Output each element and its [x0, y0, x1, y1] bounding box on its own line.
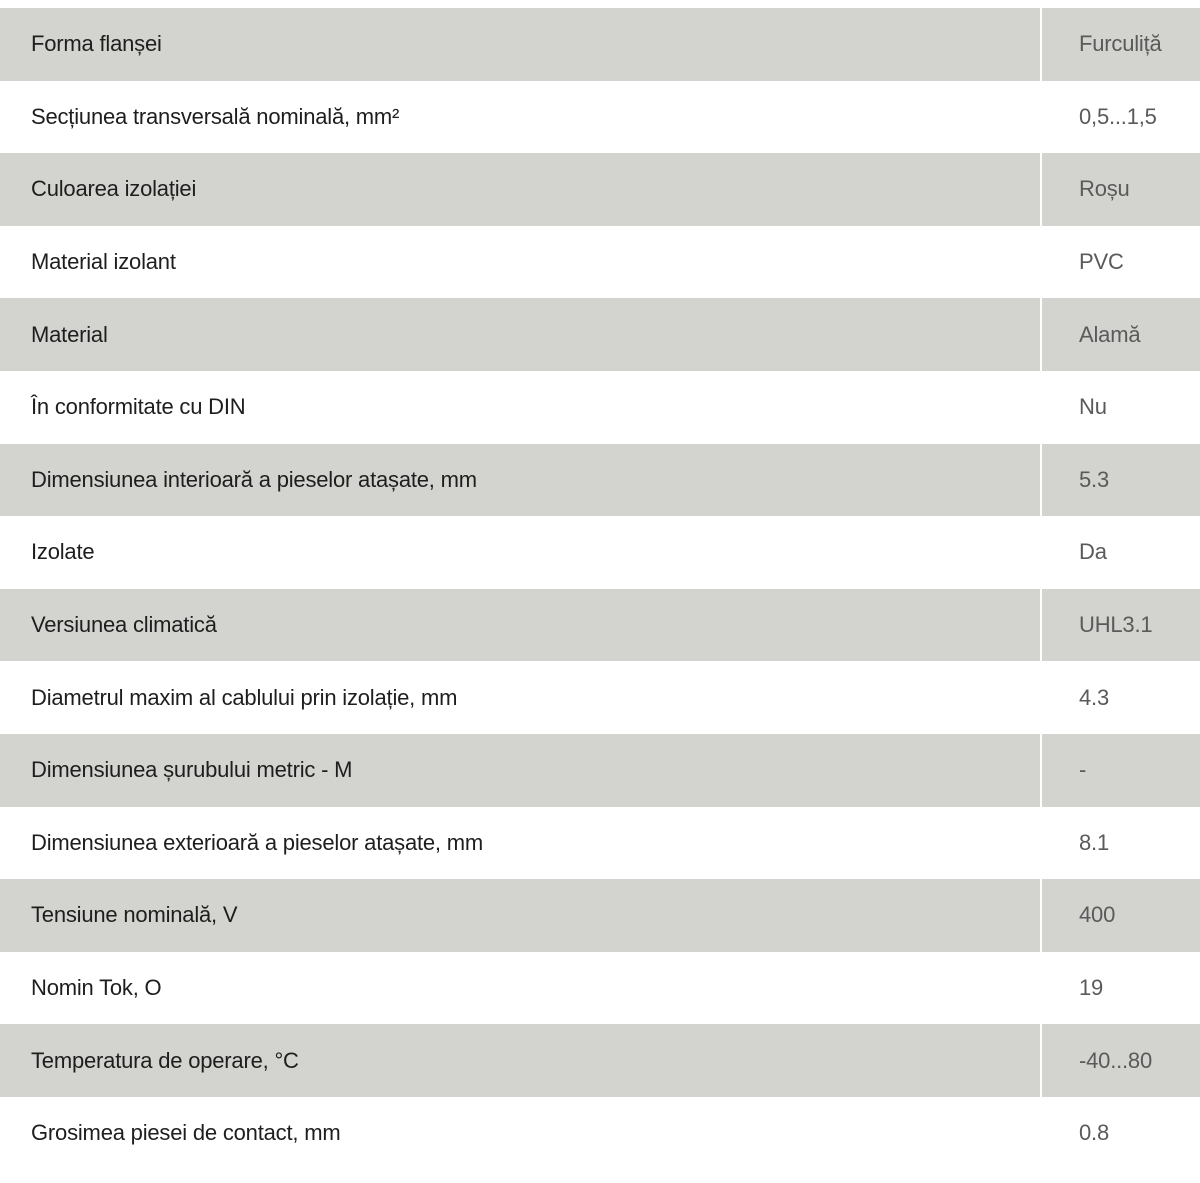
- spec-name: Dimensiunea șurubului metric - M: [0, 734, 1040, 807]
- spec-value: 4.3: [1079, 684, 1109, 710]
- spec-value: Roșu: [1042, 153, 1200, 226]
- spec-name: Forma flanșei: [0, 8, 1040, 81]
- spec-name: Grosimea piesei de contact, mm: [31, 1120, 341, 1146]
- spec-row: [0, 807, 1200, 880]
- spec-value: -: [1042, 734, 1200, 807]
- specifications-table: [0, 8, 1200, 1170]
- spec-row: [0, 444, 1200, 517]
- spec-value: -40...80: [1042, 1024, 1200, 1097]
- spec-value: Furculiță: [1042, 8, 1200, 81]
- spec-name: Material: [0, 298, 1040, 371]
- spec-row: [0, 661, 1200, 734]
- spec-value: 5.3: [1042, 444, 1200, 517]
- spec-name: Tensiune nominală, V: [0, 879, 1040, 952]
- spec-row: [0, 952, 1200, 1025]
- spec-value: PVC: [1079, 249, 1124, 275]
- spec-value: UHL3.1: [1042, 589, 1200, 662]
- spec-row: [0, 879, 1200, 952]
- spec-value: Nu: [1079, 394, 1107, 420]
- spec-value: 0,5...1,5: [1079, 103, 1157, 129]
- spec-row: [0, 516, 1200, 589]
- spec-row: [0, 8, 1200, 81]
- spec-name: Culoarea izolației: [0, 153, 1040, 226]
- spec-row: [0, 1097, 1200, 1170]
- spec-value: 8.1: [1079, 829, 1109, 855]
- spec-row: [0, 734, 1200, 807]
- spec-value: 0.8: [1079, 1120, 1109, 1146]
- spec-row: [0, 1024, 1200, 1097]
- spec-row: [0, 226, 1200, 299]
- spec-value: 19: [1079, 975, 1104, 1001]
- spec-row: [0, 589, 1200, 662]
- spec-name: Secțiunea transversală nominală, mm²: [31, 103, 400, 129]
- spec-name: Izolate: [31, 539, 95, 565]
- spec-name: Temperatura de operare, °C: [0, 1024, 1040, 1097]
- spec-value: 400: [1042, 879, 1200, 952]
- spec-name: Material izolant: [31, 249, 176, 275]
- spec-row: [0, 371, 1200, 444]
- spec-name: Dimensiunea interioară a pieselor atașate, mm: [0, 444, 1040, 517]
- spec-name: Diametrul maxim al cablului prin izolație, mm: [31, 684, 458, 710]
- spec-name: Versiunea climatică: [0, 589, 1040, 662]
- spec-row: [0, 81, 1200, 154]
- spec-name: Dimensiunea exterioară a pieselor atașate, mm: [31, 829, 484, 855]
- spec-name: Nomin Tok, O: [31, 975, 162, 1001]
- spec-value: Alamă: [1042, 298, 1200, 371]
- spec-row: [0, 153, 1200, 226]
- spec-value: Da: [1079, 539, 1107, 565]
- spec-name: În conformitate cu DIN: [31, 394, 246, 420]
- spec-row: [0, 298, 1200, 371]
